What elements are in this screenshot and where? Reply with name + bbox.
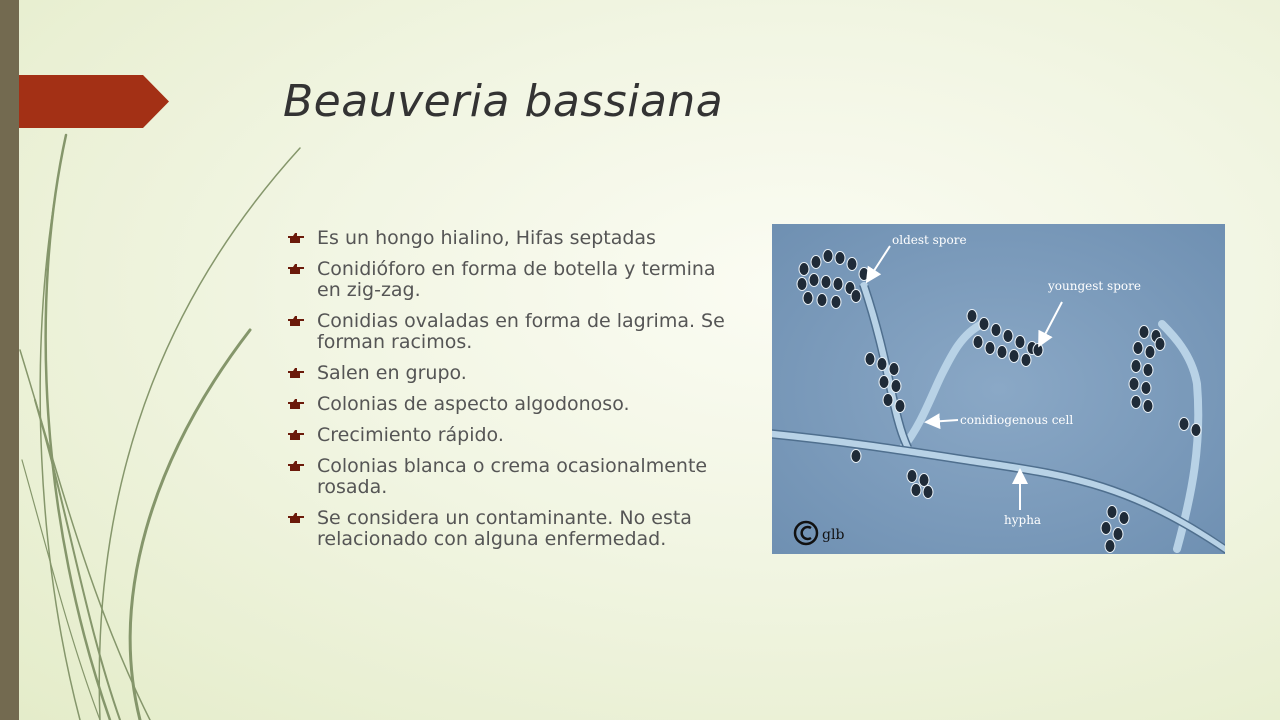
slide-title: Beauveria bassiana: [283, 76, 724, 127]
label-conidiogenous-cell: conidiogenous cell: [960, 413, 1074, 427]
bullet-text: Conidióforo en forma de botella y termina en zig-zag.: [317, 258, 716, 301]
bullet-item: [287, 425, 727, 446]
bullet-item: [287, 228, 727, 249]
bullet-item: [287, 363, 727, 384]
bullet-item: [287, 394, 727, 415]
pointing-hand-icon: [287, 231, 305, 244]
bullet-text: Se considera un contaminante. No esta relacionado con alguna enfermedad.: [317, 507, 692, 550]
copyright-text: glb: [822, 527, 845, 543]
bullet-text: Crecimiento rápido.: [317, 424, 504, 446]
pointing-hand-icon: [287, 428, 305, 441]
bullet-text: Es un hongo hialino, Hifas septadas: [317, 227, 656, 249]
pointing-hand-icon: [287, 397, 305, 410]
bullet-text: Conidias ovaladas en forma de lagrima. Se forman racimos.: [317, 310, 725, 353]
bullet-text: Salen en grupo.: [317, 362, 467, 384]
bullet-text: Colonias de aspecto algodonoso.: [317, 393, 630, 415]
bullet-item: [287, 311, 727, 353]
decorative-swoosh-lines: [0, 0, 320, 720]
micrograph-image: [772, 224, 1225, 554]
pointing-hand-icon: [287, 511, 305, 524]
bullet-item: [287, 259, 727, 301]
pointing-hand-icon: [287, 314, 305, 327]
bullet-item: [287, 456, 727, 498]
pointing-hand-icon: [287, 459, 305, 472]
pointing-hand-icon: [287, 366, 305, 379]
label-oldest-spore: oldest spore: [892, 233, 967, 247]
label-youngest-spore: youngest spore: [1048, 279, 1141, 293]
bullet-list: [287, 228, 727, 560]
bullet-item: [287, 508, 727, 550]
label-hypha: hypha: [1004, 513, 1042, 527]
pointing-hand-icon: [287, 262, 305, 275]
bullet-text: Colonias blanca o crema ocasionalmente rosada.: [317, 455, 708, 498]
